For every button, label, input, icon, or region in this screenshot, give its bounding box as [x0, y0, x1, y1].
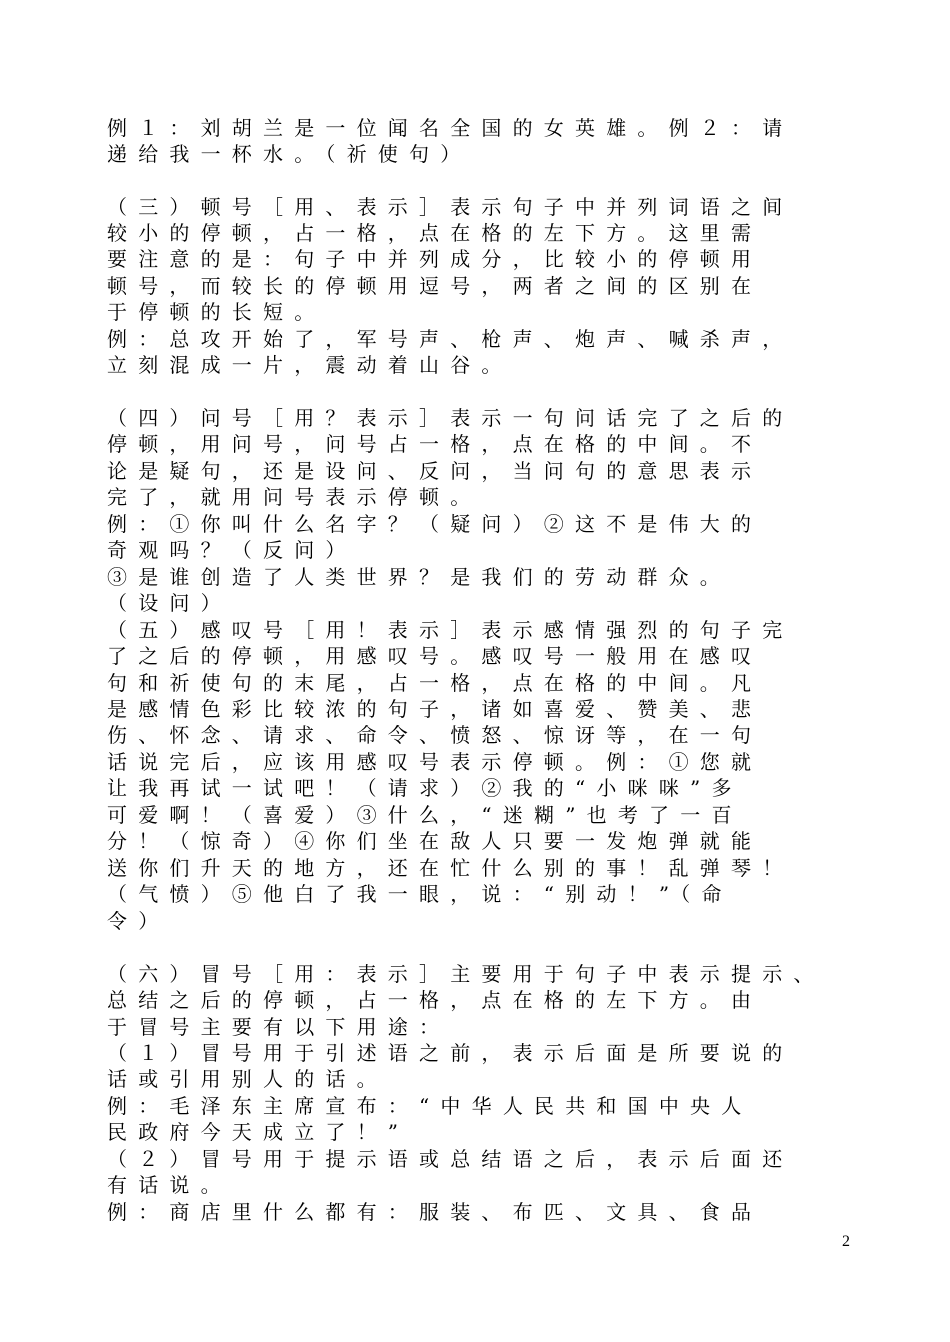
text-line: 例：①你叫什么名字？（疑问）②这不是伟大的	[107, 512, 763, 536]
text-line: 例：毛泽东主席宣布：“中华人民共和国中央人	[107, 1094, 753, 1118]
text-line: 令）	[107, 909, 170, 933]
text-line: 顿号，而较长的停顿用逗号，两者之间的区别在	[107, 274, 763, 298]
text-line: 伤、怀念、请求、命令、愤怒、惊讶等，在一句	[107, 723, 763, 747]
text-line: 递给我一杯水。（祈使句）	[107, 142, 472, 166]
text-line: （六）冒号［用：表示］主要用于句子中表示提示、	[107, 962, 825, 986]
text-line: 是感情色彩比较浓的句子，诸如喜爱、赞美、悲	[107, 697, 763, 721]
text-line: 送你们升天的地方，还在忙什么别的事！乱弹琴！	[107, 856, 794, 880]
text-line: 于冒号主要有以下用途：	[107, 1015, 451, 1039]
text-line: 完了，就用问号表示停顿。	[107, 485, 482, 509]
text-line: 停顿，用问号，问号占一格，点在格的中间。不	[107, 432, 763, 456]
text-line: 要注意的是：句子中并列成分，比较小的停顿用	[107, 247, 763, 271]
text-line: 话或引用别人的话。	[107, 1067, 388, 1091]
text-line: 分！（惊奇）④你们坐在敌人只要一发炮弹就能	[107, 829, 763, 853]
text-line: 例１：刘胡兰是一位闻名全国的女英雄。例２：请	[107, 116, 794, 140]
page-number: 2	[842, 1233, 850, 1250]
text-line: （１）冒号用于引述语之前，表示后面是所要说的	[107, 1041, 794, 1065]
text-line: （三）顿号［用、表示］表示句子中并列词语之间	[107, 195, 794, 219]
text-line: （气愤）⑤他白了我一眼，说：“别动！”（命	[107, 882, 733, 906]
text-line: 例：总攻开始了，军号声、枪声、炮声、喊杀声，	[107, 327, 794, 351]
text-line: （设问）	[107, 591, 232, 615]
text-line: 奇观吗？（反问）	[107, 538, 357, 562]
text-line: 论是疑句，还是设问、反问，当问句的意思表示	[107, 459, 763, 483]
text-line: 于停顿的长短。	[107, 300, 326, 324]
text-line: （四）问号［用？表示］表示一句问话完了之后的	[107, 406, 794, 430]
text-line: 话说完后，应该用感叹号表示停顿。例：①您就	[107, 750, 763, 774]
text-line: 可爱啊！（喜爱）③什么，“迷糊”也考了一百	[107, 803, 743, 827]
text-line: 有话说。	[107, 1173, 232, 1197]
text-line: （２）冒号用于提示语或总结语之后，表示后面还	[107, 1147, 794, 1171]
text-line: ③是谁创造了人类世界？是我们的劳动群众。	[107, 565, 731, 589]
text-line: 句和祈使句的末尾，占一格，点在格的中间。凡	[107, 671, 763, 695]
text-line: 较小的停顿，占一格，点在格的左下方。这里需	[107, 221, 763, 245]
text-line: 让我再试一试吧！（请求）②我的“小咪咪”多	[107, 776, 743, 800]
text-line: （五）感叹号［用！表示］表示感情强烈的句子完	[107, 618, 794, 642]
text-line: 例：商店里什么都有：服装、布匹、文具、食品	[107, 1200, 763, 1224]
text-line: 立刻混成一片，震动着山谷。	[107, 353, 513, 377]
text-line: 了之后的停顿，用感叹号。感叹号一般用在感叹	[107, 644, 763, 668]
text-line: 总结之后的停顿，占一格，点在格的左下方。由	[107, 988, 763, 1012]
text-line: 民政府今天成立了！”	[107, 1120, 410, 1144]
